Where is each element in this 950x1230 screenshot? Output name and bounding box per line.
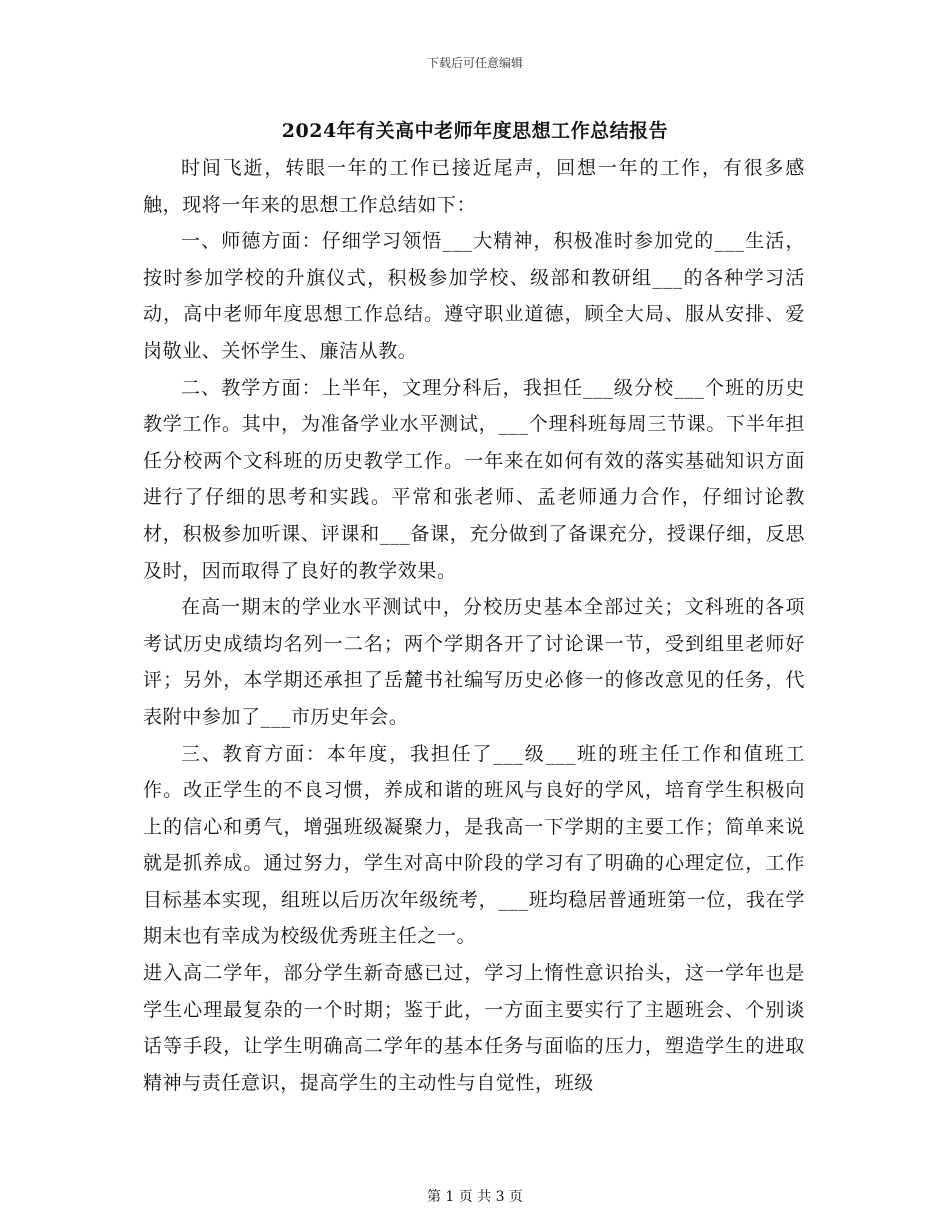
paragraph-intro: 时间飞逝，转眼一年的工作已接近尾声，回想一年的工作，有很多感触，现将一年来的思想工作总结如下：	[143, 157, 805, 216]
paragraph-grade-two: 进入高二学年，部分学生新奇感已过，学习上惰性意识抬头，这一学年也是学生心理最复杂的一个时期；鉴于此，一方面主要实行了主题班会、个别谈话等手段，让学生明确高二学年的基本任务与面临的压力，塑造学生的进取精神与责任意识，提高学生的主动性与自觉性，班级	[143, 962, 805, 1094]
page-header-note: 下载后可任意编辑	[426, 56, 523, 70]
page-number-footer: 第 1 页 共 3 页	[426, 1189, 524, 1205]
document-body	[143, 150, 805, 1101]
document-title: 2024年有关高中老师年度思想工作总结报告	[281, 120, 669, 142]
paragraph-teaching: 二、教学方面：上半年，文理分科后，我担任___级分校___个班的历史教学工作。其中，为准备学业水平测试，___个理科班每周三节课。下半年担任分校两个文科班的历史教学工作。一年来在如何有效的落实基础知识方面进行了仔细的思考和实践。平常和张老师、孟老师通力合作，仔细讨论教材，积极参加听课、评课和___备课，充分做到了备课充分，授课仔细，反思及时，因而取得了良好的教学效果。	[143, 376, 805, 582]
paragraph-ethics: 一、师德方面：仔细学习领悟___大精神，积极准时参加党的___生活，按时参加学校的升旗仪式，积极参加学校、级部和教研组___的各种学习活动，高中老师年度思想工作总结。遵守职业道德，顾全大局、服从安排、爱岗敬业、关怀学生、廉洁从教。	[143, 230, 805, 362]
paragraph-test-results: 在高一期末的学业水平测试中，分校历史基本全部过关；文科班的各项考试历史成绩均名列一二名；两个学期各开了讨论课一节，受到组里老师好评；另外，本学期还承担了岳麓书社编写历史必修一的修改意见的任务，代表附中参加了___市历史年会。	[143, 596, 805, 728]
paragraph-education: 三、教育方面：本年度，我担任了___级___班的班主任工作和值班工作。改正学生的不良习惯，养成和谐的班风与良好的学风，培育学生积极向上的信心和勇气，增强班级凝聚力，是我高一下学期的主要工作；简单来说就是抓养成。通过努力，学生对高中阶段的学习有了明确的心理定位，工作目标基本实现，组班以后历次年级统考，___班均稳居普通班第一位，我在学期末也有幸成为校级优秀班主任之一。	[143, 742, 805, 948]
